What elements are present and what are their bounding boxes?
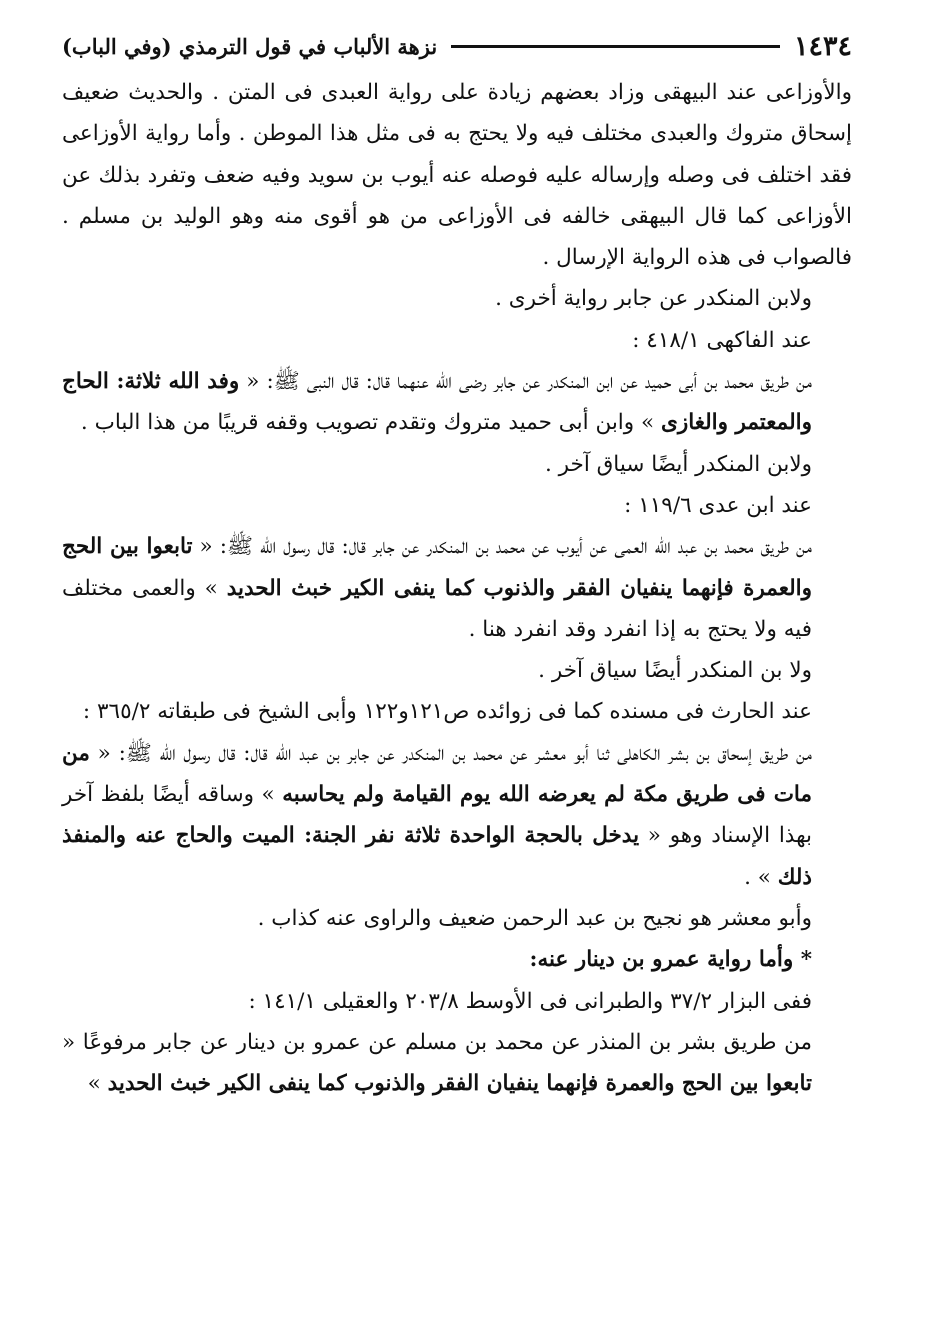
paragraph-p14 [62, 1022, 852, 1105]
bold-text-run: من مات فى طريق مكة لم يعرضه الله يوم القيامة ولم يحاسبه [62, 740, 813, 808]
paragraph-p11 [62, 898, 852, 939]
text-run: ولابن المنكدر عن جابر رواية أخرى . [495, 286, 812, 312]
text-run: من طريق بشر بن المنذر عن محمد بن مسلم عن عمرو بن دينار عن جابر مرفوعًا « [62, 1029, 812, 1055]
bold-text-run: * وأما رواية عمرو بن دينار عنه: [529, 947, 812, 973]
text-run: ولابن المنكدر أيضًا سياق آخر . [545, 451, 812, 477]
paragraph-p10 [62, 733, 852, 898]
text-run: » [87, 1071, 108, 1097]
page-header [62, 28, 852, 64]
paragraph-p6 [62, 485, 852, 526]
paragraph-p7 [62, 526, 852, 650]
bold-text-run: يدخل بالحجة الواحدة ثلاثة نفر الجنة: الميت والحاج عنه والمنفذ ذلك [62, 823, 812, 890]
text-run: ففى البزار ٣٧/٢ والطبرانى فى الأوسط ٢٠٣/٨ والعقيلى ١٤١/١ : [248, 988, 812, 1014]
text-run: من طريق إسحاق بن بشر الكاهلى ثنا أبو معشر عن محمد بن المنكدر عن جابر بن عبد الله قال: قال رسول الله ﷺ: « [89, 740, 812, 766]
paragraph-p5 [62, 444, 852, 485]
header-rule [451, 45, 780, 48]
paragraph-p1 [62, 72, 852, 278]
paragraph-p8 [62, 650, 852, 691]
book-page [62, 28, 852, 1298]
bold-text-run: تابعوا بين الحج والعمرة فإنهما ينفيان الفقر والذنوب كما ينفى الكير خبث الحديد [107, 1071, 812, 1097]
text-run: من طريق محمد بن عبد الله العمى عن أيوب عن محمد بن المنكدر عن جابر قال: قال رسول الله ﷺ: « [192, 534, 813, 560]
paragraph-p2 [62, 278, 852, 319]
bold-text-run: تابعوا بين الحج والعمرة فإنهما ينفيان الفقر والذنوب كما ينفى الكير خبث الحديد [62, 534, 812, 601]
page-number: ١٤٣٤ [793, 30, 852, 62]
text-run: عند الحارث فى مسنده كما فى زوائده ص١٢١و١٢٢ وأبى الشيخ فى طبقاته ٣٦٥/٢ : [82, 699, 812, 725]
text-run: والأوزاعى عند البيهقى وزاد بعضهم زيادة على رواية العبدى فى المتن . والحديث ضعيف إسحاق متروك والعبدى مختلف فيه ولا يحتج به فى مثل هذا الموطن . وأما رواية الأوزاعى فقد اختلف فى وصله وإرساله عليه فوصله عنه أيوب بن سويد وفيه ضعف وتفرد بذلك عن الأوزاعى كما قال البيهقى خالفه فى الأوزاعى من هو أقوى منه وهو الوليد بن مسلم . فالصواب فى هذه الرواية الإرسال . [62, 80, 852, 271]
text-run: وأبو معشر هو نجيح بن عبد الرحمن ضعيف والراوى عنه كذاب . [257, 905, 812, 931]
text-run: ولا بن المنكدر أيضًا سياق آخر . [538, 658, 812, 684]
text-run: من طريق محمد بن أبى حميد عن ابن المنكدر عن جابر رضى الله عنهما قال: قال النبى ﷺ: « [239, 369, 812, 395]
text-run: » . [744, 864, 778, 890]
paragraph-p9 [62, 691, 852, 732]
text-run: عند الفاكهى ٤١٨/١ : [632, 327, 812, 353]
text-run: » وساقه أيضًا بلفظ آخر بهذا الإسناد وهو « [62, 782, 812, 849]
running-title: نزهة الألباب في قول الترمذي (وفي الباب) [62, 33, 438, 59]
bold-text-run: وفد الله ثلاثة: الحاج والمعتمر والغازى [62, 369, 812, 436]
page-body [62, 72, 852, 1104]
paragraph-p12 [62, 939, 852, 980]
paragraph-p3 [62, 320, 852, 361]
paragraph-p13 [62, 981, 852, 1022]
text-run: » وابن أبى حميد متروك وتقدم تصويب وقفه قريبًا من هذا الباب . [80, 410, 661, 436]
text-run: عند ابن عدى ١١٩/٦ : [624, 492, 812, 518]
text-run: » والعمى مختلف فيه ولا يحتج به إذا انفرد وقد انفرد هنا . [62, 575, 812, 642]
paragraph-p4 [62, 361, 852, 444]
